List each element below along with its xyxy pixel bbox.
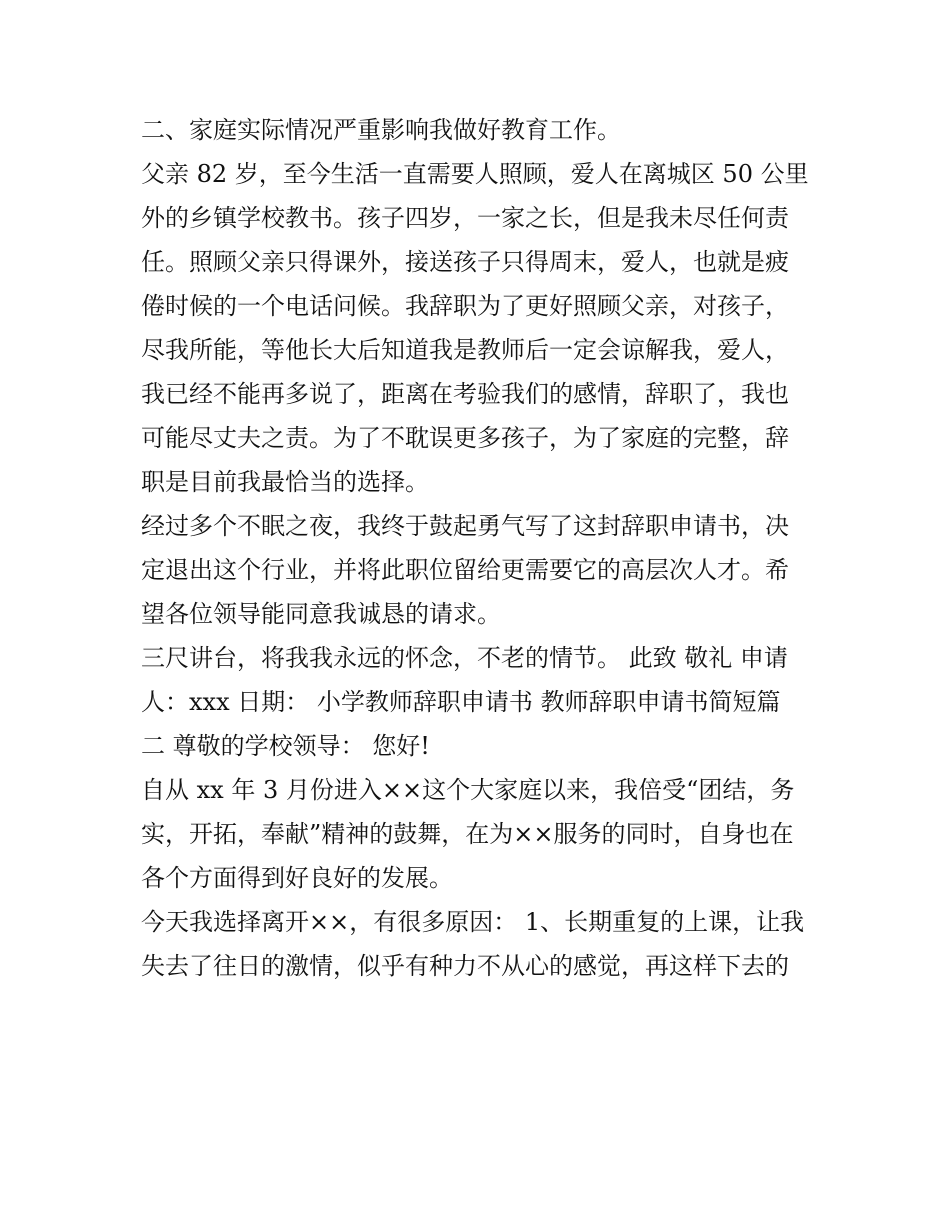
text-line: 父亲 82 岁，至今生活一直需要人照顾，爱人在离城区 50 公里 [141,160,809,188]
text-line: 望各位领导能同意我诚恳的请求。 [141,600,501,628]
text-line: 可能尽丈夫之责。为了不耽误更多孩子，为了家庭的完整，辞 [141,424,789,452]
text-line: 人：xxx 日期： 小学教师辞职申请书 教师辞职申请书简短篇 [141,688,781,716]
text-line: 二 尊敬的学校领导： 您好! [141,732,430,760]
text-line: 今天我选择离开××，有很多原因： 1、长期重复的上课，让我 [141,908,805,936]
text-line: 我已经不能再多说了，距离在考验我们的感情，辞职了，我也 [141,380,789,408]
text-line: 职是目前我最恰当的选择。 [141,468,429,496]
text-line: 三尺讲台，将我我永远的怀念，不老的情节。 此致 敬礼 申请 [141,644,788,672]
text-line: 定退出这个行业，并将此职位留给更需要它的高层次人才。希 [141,556,789,584]
text-line: 经过多个不眠之夜，我终于鼓起勇气写了这封辞职申请书，决 [141,512,789,540]
text-line: 自从 xx 年 3 月份进入××这个大家庭以来，我倍受“团结，务 [141,776,795,804]
document-body [141,108,821,988]
text-line: 倦时候的一个电话问候。我辞职为了更好照顾父亲，对孩子， [141,292,789,320]
text-line: 任。照顾父亲只得课外，接送孩子只得周末，爱人，也就是疲 [141,248,789,276]
text-line: 二、家庭实际情况严重影响我做好教育工作。 [141,116,621,144]
text-line: 尽我所能，等他长大后知道我是教师后一定会谅解我，爱人， [141,336,789,364]
text-line: 各个方面得到好良好的发展。 [141,864,453,892]
text-line: 实，开拓，奉献”精神的鼓舞，在为××服务的同时，自身也在 [141,820,794,848]
text-line: 外的乡镇学校教书。孩子四岁，一家之长，但是我未尽任何责 [141,204,789,232]
text-line: 失去了往日的激情，似乎有种力不从心的感觉，再这样下去的 [141,952,789,980]
